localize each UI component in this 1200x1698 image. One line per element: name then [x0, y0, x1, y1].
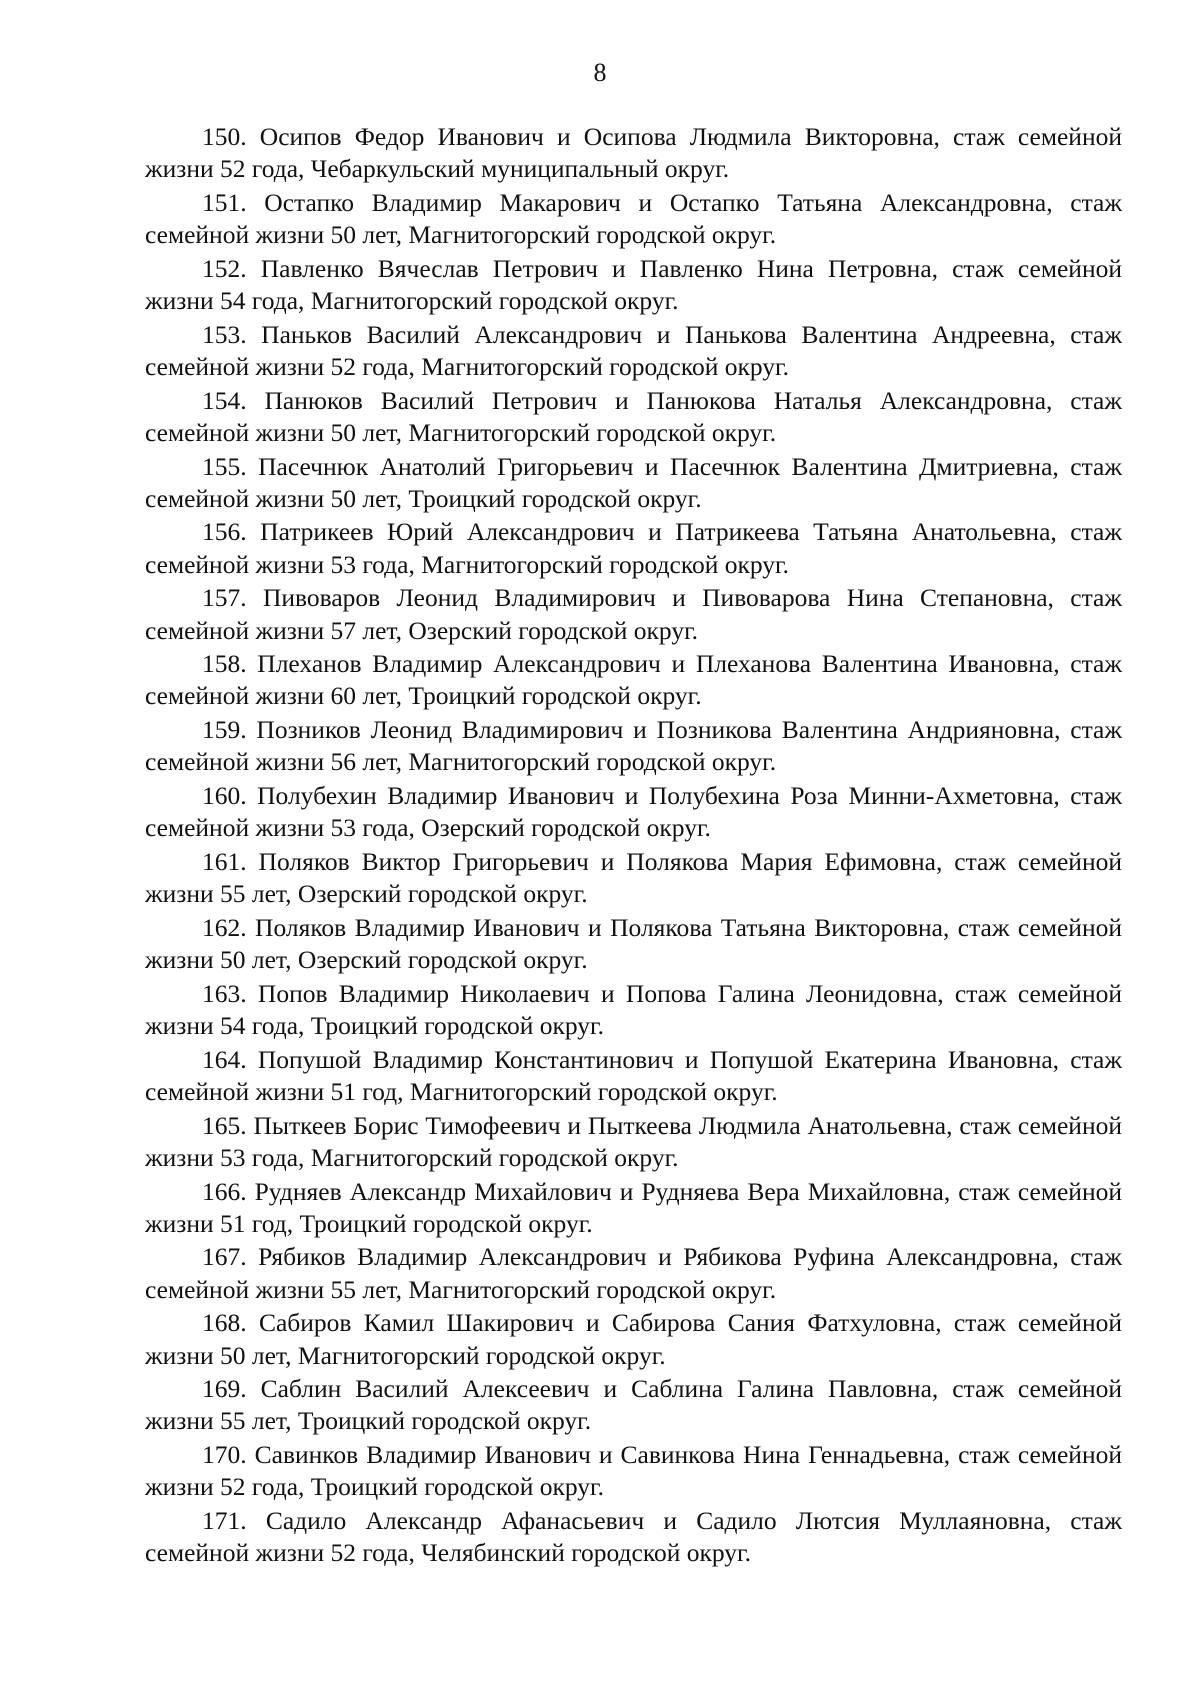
- list-item: 157. Пивоваров Леонид Владимирович и Пивоварова Нина Степановна, стаж семейной жизни 57 лет, Озерский городской округ.: [145, 583, 1122, 645]
- list-item: 154. Панюков Василий Петрович и Панюкова Наталья Александровна, стаж семейной жизни 50 лет, Магнитогорский городской округ.: [145, 385, 1122, 447]
- list-item: 153. Паньков Василий Александрович и Панькова Валентина Андреевна, стаж семейной жизни 52 года, Магнитогорский городской округ.: [145, 319, 1122, 381]
- entry-list: [145, 121, 1122, 1571]
- list-item: 165. Пыткеев Борис Тимофеевич и Пыткеева Людмила Анатольевна, стаж семейной жизни 53 года, Магнитогорский городской округ.: [145, 1110, 1122, 1172]
- list-item: 164. Попушой Владимир Константинович и Попушой Екатерина Ивановна, стаж семейной жизни 51 год, Магнитогорский городской округ.: [145, 1044, 1122, 1106]
- list-item: 160. Полубехин Владимир Иванович и Полубехина Роза Минни-Ахметовна, стаж семейной жизни 53 года, Озерский городской округ.: [145, 781, 1122, 843]
- list-item: 152. Павленко Вячеслав Петрович и Павленко Нина Петровна, стаж семейной жизни 54 года, Магнитогорский городской округ.: [145, 253, 1122, 316]
- list-item: 167. Рябиков Владимир Александрович и Рябикова Руфина Александровна, стаж семейной жизни 55 лет, Магнитогорский городской округ.: [145, 1242, 1122, 1304]
- list-item: 166. Рудняев Александр Михайлович и Рудняева Вера Михайловна, стаж семейной жизни 51 год, Троицкий городской округ.: [145, 1176, 1122, 1238]
- list-item: 169. Саблин Василий Алексеевич и Саблина Галина Павловна, стаж семейной жизни 55 лет, Троицкий городской округ.: [145, 1374, 1122, 1436]
- list-item: 162. Поляков Владимир Иванович и Полякова Татьяна Викторовна, стаж семейной жизни 50 лет, Озерский городской округ.: [145, 912, 1122, 975]
- list-item: 161. Поляков Виктор Григорьевич и Полякова Мария Ефимовна, стаж семейной жизни 55 лет, Озерский городской округ.: [145, 846, 1122, 909]
- list-item: 158. Плеханов Владимир Александрович и Плеханова Валентина Ивановна, стаж семейной жизни 60 лет, Троицкий городской округ.: [145, 649, 1122, 711]
- list-item: 156. Патрикеев Юрий Александрович и Патрикеева Татьяна Анатольевна, стаж семейной жизни 53 года, Магнитогорский городской округ.: [145, 517, 1122, 579]
- page-number: 8: [593, 58, 607, 87]
- list-item: 171. Садило Александр Афанасьевич и Садило Лютсия Муллаяновна, стаж семейной жизни 52 года, Челябинский городской округ.: [145, 1506, 1122, 1568]
- list-item: 150. Осипов Федор Иванович и Осипова Людмила Викторовна, стаж семейной жизни 52 года, Чебаркульский муниципальный округ.: [145, 122, 1122, 184]
- list-item: 159. Позников Леонид Владимирович и Позникова Валентина Андрияновна, стаж семейной жизни 56 лет, Магнитогорский городской округ.: [145, 715, 1122, 777]
- list-item: 151. Остапко Владимир Макарович и Остапко Татьяна Александровна, стаж семейной жизни 50 лет, Магнитогорский городской округ.: [145, 187, 1122, 250]
- list-item: 155. Пасечнюк Анатолий Григорьевич и Пасечнюк Валентина Дмитриевна, стаж семейной жизни 50 лет, Троицкий городской округ.: [145, 451, 1122, 513]
- list-item: 163. Попов Владимир Николаевич и Попова Галина Леонидовна, стаж семейной жизни 54 года, Троицкий городской округ.: [145, 978, 1122, 1040]
- list-item: 170. Савинков Владимир Иванович и Савинкова Нина Геннадьевна, стаж семейной жизни 52 года, Троицкий городской округ.: [145, 1440, 1122, 1502]
- list-item: 168. Сабиров Камил Шакирович и Сабирова Сания Фатхуловна, стаж семейной жизни 50 лет, Магнитогорский городской округ.: [145, 1308, 1122, 1370]
